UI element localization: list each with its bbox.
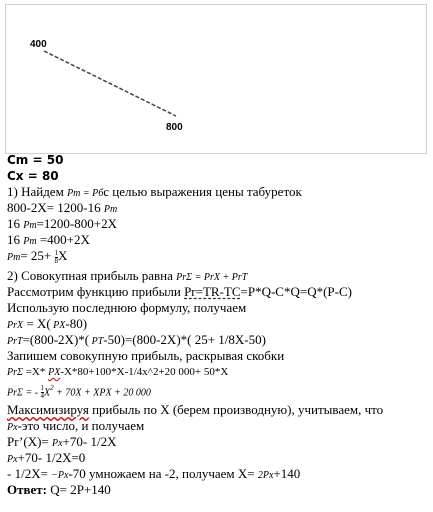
eq3-p: Pт — [23, 236, 37, 247]
step1-math: Pт = Pб — [67, 188, 104, 199]
prs1-d: -X*80+100*X-1/4x^2+20 000+ 50*X — [60, 366, 229, 378]
d1-b: Px — [52, 438, 63, 449]
prt-d: -50)=(800-2X)*( 25+ 1/8X-50) — [103, 332, 266, 347]
func-b: Pr=TR-TC — [184, 284, 241, 299]
line-prx — [7, 316, 431, 332]
step2-math: PrΣ = PrX + PrT — [176, 272, 248, 283]
eq3-b: =400+2X — [36, 232, 90, 247]
line-step2 — [7, 268, 431, 284]
line-profit-func — [7, 284, 431, 300]
prx-b: = X( — [23, 316, 51, 331]
demand-line-graph — [6, 5, 426, 153]
eq2-p: Pт — [23, 220, 37, 231]
max-a: Максимизируя — [7, 402, 89, 417]
eq4-c: X — [58, 248, 68, 263]
eq4-frac-den: 8 — [54, 256, 59, 265]
solution-text — [7, 152, 431, 498]
prs2-b: = - — [22, 387, 41, 399]
prs1-b: =X* — [22, 366, 49, 378]
line-step1 — [7, 184, 431, 200]
line-answer — [7, 482, 431, 498]
d3-b: −Px — [51, 470, 69, 481]
prs2-frac-num: 1 — [40, 383, 45, 392]
prs1-a: PrΣ — [7, 367, 23, 378]
line-prs1 — [7, 364, 431, 380]
line-eq4 — [7, 248, 431, 268]
eq2-b: =1200-800+2X — [36, 216, 117, 231]
prs2-frac-den: 4 — [40, 391, 45, 400]
d1-c: +70- 1/2X — [62, 434, 117, 449]
d3-d: 2Px — [257, 470, 274, 481]
eq4-p: Pт — [7, 252, 21, 263]
d2-b: +70- 1/2X=0 — [17, 450, 86, 465]
prs1-c: PX — [48, 367, 61, 378]
line-eq3 — [7, 232, 431, 248]
max-b: прибыль по X (берем производную), учитываем, что — [88, 402, 384, 417]
eq4-b: = 25+ — [20, 248, 55, 263]
line-d1 — [7, 434, 431, 450]
line-eq2 — [7, 216, 431, 232]
line-cx — [7, 168, 431, 184]
prt-c: PT — [89, 336, 104, 347]
d3-c: -70 умножаем на -2, получаем X= — [68, 466, 258, 481]
eq4-frac-num: 1 — [54, 248, 59, 257]
eq2-a: 16 — [7, 216, 24, 231]
step1-text-a: 1) Найдем — [7, 184, 68, 199]
use-text: Использую последнюю формулу, получаем — [7, 300, 247, 315]
graph-label-400: 400 — [30, 39, 47, 50]
prt-b: =(800-2X)*( — [22, 332, 90, 347]
answer-value: Q= 2P+140 — [47, 482, 111, 497]
d1-a: Pr’(X)= — [7, 434, 52, 449]
eq1-text: 800-2X= 1200-16 — [7, 200, 104, 215]
prx-d: -80) — [65, 316, 88, 331]
d3-e: +140 — [273, 466, 301, 481]
line-use — [7, 300, 431, 316]
max2-a: Px — [7, 422, 18, 433]
step1-text-b: с целью выражения цены табуреток — [103, 184, 302, 199]
step2-text: 2) Совокупная прибыль равна — [7, 268, 177, 283]
prx-c: PX — [50, 320, 66, 331]
line-max2 — [7, 418, 431, 434]
line-write — [7, 348, 431, 364]
line-d2 — [7, 450, 431, 466]
answer-label: Ответ: — [7, 482, 48, 497]
graph-label-800: 800 — [166, 122, 183, 133]
demand-line — [44, 51, 176, 116]
func-c: =P*Q-C*Q=Q*(P-C) — [240, 284, 352, 299]
graph-figure — [5, 4, 427, 154]
cx-formula: Cx = 80 — [7, 169, 59, 183]
prs2-d: + 70X + XPX + 20 000 — [53, 387, 151, 399]
write-text: Запишем совокупную прибыль, раскрывая скобки — [7, 348, 285, 363]
line-cm — [7, 152, 431, 168]
eq3-a: 16 — [7, 232, 24, 247]
prs2-a: PrΣ — [7, 387, 23, 399]
eq1-p: Pт — [103, 204, 118, 215]
line-prs2 — [7, 380, 431, 402]
line-d3 — [7, 466, 431, 482]
max2-b: -это число, и получаем — [17, 418, 145, 433]
func-a: Рассмотрим функцию прибыли — [7, 284, 185, 299]
prs2-sup: 2 — [50, 384, 54, 392]
prx-a: PrX — [7, 320, 24, 331]
line-eq1 — [7, 200, 431, 216]
line-prt — [7, 332, 431, 348]
prs2-c: X — [44, 387, 51, 399]
cm-formula: Cm = 50 — [7, 153, 64, 167]
prt-a: PrT — [7, 336, 23, 347]
d3-a: - 1/2X= — [7, 466, 52, 481]
d2-a: Px — [7, 454, 18, 465]
line-max — [7, 402, 431, 418]
